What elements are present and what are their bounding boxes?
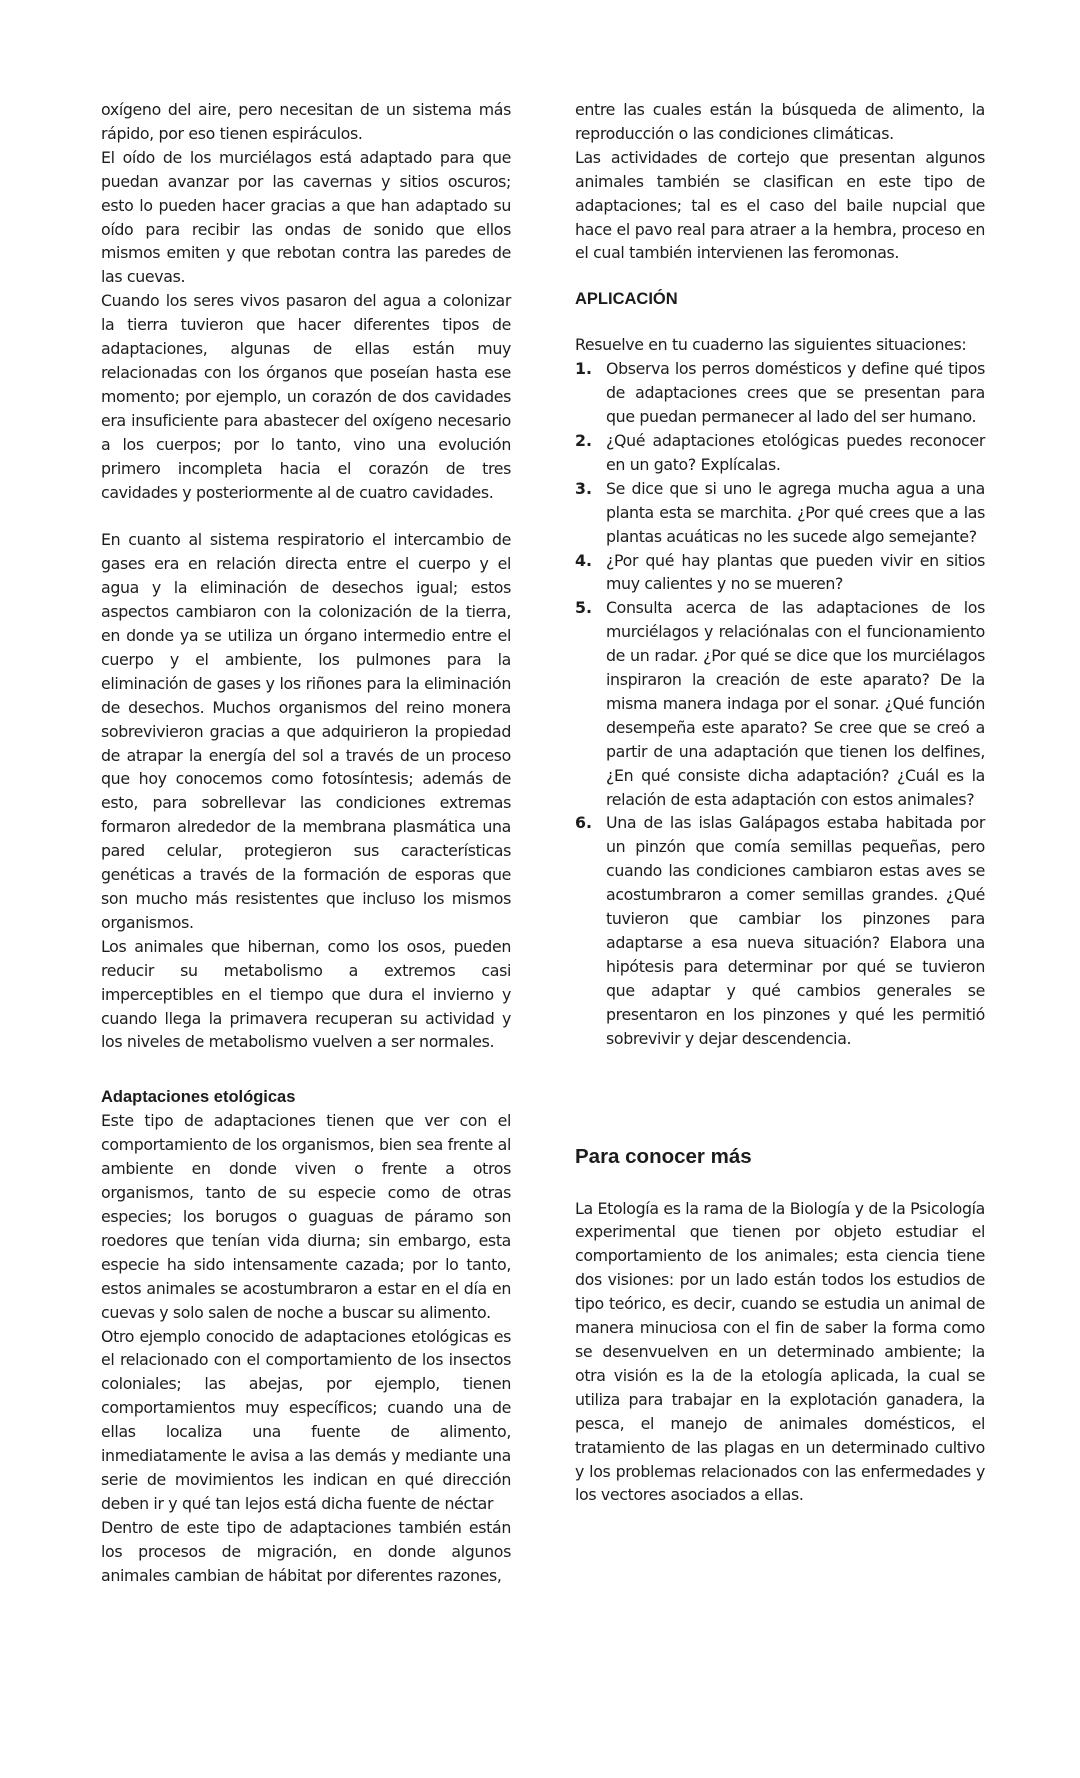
list-item [575, 477, 985, 549]
section-heading-aplicacion: APLICACIÓN [575, 290, 678, 309]
paragraph-migracion: Dentro de este tipo de adaptaciones también están los procesos de migración, en donde algunos animales cambian de hábitat por diferentes razones, [101, 1517, 511, 1585]
aplicacion-intro: Resuelve en tu cuaderno las siguientes situaciones: [575, 335, 967, 355]
task-number: 1. [575, 359, 592, 379]
task-number: 2. [575, 430, 592, 450]
task-text: Observa los perros domésticos y define qué tipos de adaptaciones crees que se presentan para que puedan permanecer al lado del ser humano. [606, 359, 985, 427]
paragraph-spacer [101, 504, 511, 528]
left-column [101, 98, 511, 1587]
task-text: ¿Qué adaptaciones etológicas puedes reconocer en un gato? Explícalas. [606, 430, 985, 474]
task-number: 6. [575, 813, 592, 833]
paragraph-continuacion: entre las cuales están la búsqueda de alimento, la reproducción o las condiciones climáticas. [575, 100, 985, 143]
task-number: 3. [575, 478, 592, 498]
paragraph-etologia: La Etología es la rama de la Biología y de la Psicología experimental que tienen por objeto estudiar el comportamiento de los animales; esta ciencia tiene dos visiones: por un lado están todos los estudios de tipo teórico, es decir, cuando se estudia un animal de manera minuciosa con el fin de saber la forma como se desenvuelven en un determinado ambiente; la otra visión es la de la etología aplicada, la cual se utiliza para trabajar en la explotación ganadera, la pesca, el manejo de animales domésticos, el tratamiento de las plagas en un determinado cultivo y los problemas relacionados con las enfermedades y los vectores asociados a ellas. [575, 1198, 985, 1505]
list-item [575, 357, 985, 429]
section-heading-para-conocer-mas: Para conocer más [575, 1144, 752, 1168]
task-number: 5. [575, 598, 592, 618]
right-column [575, 98, 985, 1507]
paragraph-etologicas-intro: Este tipo de adaptaciones tienen que ver con el comportamiento de los organismos, bien sea frente al ambiente en donde viven o frente a otros organismos, tanto de su especie como de otras especies; los borugos o guaguas de páramo son roedores que tenían vida diurna; sin embargo, esta especie ha sido intensamente cazada; por lo tanto, estos animales se acostumbraron a estar en el día en cuevas y solo salen de noche a buscar su alimento. [101, 1111, 511, 1322]
paragraph-spacer [101, 1054, 511, 1078]
task-number: 4. [575, 550, 592, 570]
section-heading-adaptaciones-etologicas: Adaptaciones etológicas [101, 1088, 296, 1107]
task-text: ¿Por qué hay plantas que pueden vivir en sitios muy calientes y no se mueren? [606, 550, 985, 594]
paragraph-spacer [575, 265, 985, 287]
paragraph-cortejo: Las actividades de cortejo que presentan algunos animales también se clasifican en este tipo de adaptaciones; tal es el caso del baile nupcial que hace el pavo real para atraer a la hembra, proceso en el cual también intervienen las feromonas. [575, 147, 985, 263]
task-list [575, 357, 985, 1050]
task-text: Consulta acerca de las adaptaciones de los murciélagos y relaciónalas con el funcionamiento de un radar. ¿Por qué se dice que los murciélagos inspiraron la creación de este aparato? De la misma manera indaga por el sonar. ¿Qué función desempeña este aparato? Se cree que se creó a partir de una adaptación que tienen los delfines, ¿En qué consiste dicha adaptación? ¿Cuál es la relación de esta adaptación con estos animales? [606, 598, 985, 809]
list-item [575, 811, 985, 1050]
paragraph-sistema-respiratorio: En cuanto al sistema respiratorio el intercambio de gases era en relación directa entre el cuerpo y el agua y la eliminación de desechos igual; estos aspectos cambiaron con la colonización de la tierra, en donde ya se utiliza un órgano intermedio entre el cuerpo y el ambiente, los pulmones para la eliminación de gases y los riñones para la eliminación de desechos. Muchos organismos del reino monera sobrevivieron gracias a que adquirieron la propiedad de atrapar la energía del sol a través de un proceso que hoy conocemos como fotosíntesis; además de esto, para sobrellevar las condiciones extremas formaron alrededor de la membrana plasmática una pared celular, protegieron sus características genéticas a través de la formación de esporas que son mucho más resistentes que incluso los mismos organismos. [101, 530, 511, 932]
paragraph-insectos-coloniales: Otro ejemplo conocido de adaptaciones etológicas es el relacionado con el comportamiento de los insectos coloniales; las abejas, por ejemplo, tienen comportamientos muy específicos; cuando una de ellas localiza una fuente de alimento, inmediatamente le avisa a las demás y mediante una serie de movimientos les indican en qué dirección deben ir y qué tan lejos está dicha fuente de néctar [101, 1326, 511, 1513]
paragraph-colonizar-tierra: Cuando los seres vivos pasaron del agua a colonizar la tierra tuvieron que hacer diferentes tipos de adaptaciones, algunas de ellas están muy relacionadas con los órganos que poseían hasta ese momento; por ejemplo, un corazón de dos cavidades era insuficiente para abastecer del oxígeno necesario a los cuerpos; por lo tanto, vino una evolución primero incompleta hacia el corazón de tres cavidades y posteriormente al de cuatro cavidades. [101, 291, 511, 502]
paragraph-murcielagos-oido: El oído de los murciélagos está adaptado para que puedan avanzar por las cavernas y sitios oscuros; esto lo pueden hacer gracias a que han adaptado su oído para recibir las ondas de sonido que ellos mismos emiten y que rebotan contra las paredes de las cuevas. [101, 147, 511, 287]
list-item [575, 596, 985, 811]
section-spacer [575, 1051, 985, 1143]
task-text: Se dice que si uno le agrega mucha agua a una planta esta se marchita. ¿Por qué crees que a las plantas acuáticas no les sucede algo semejante? [606, 478, 985, 546]
list-item [575, 549, 985, 597]
task-text: Una de las islas Galápagos estaba habitada por un pinzón que comía semillas pequeñas, pero cuando las condiciones cambiaron estas aves se acostumbraron a comer semillas grandes. ¿Qué tuvieron que cambiar los pinzones para adaptarse a esa nueva situación? Elabora una hipótesis para determinar por qué se tuvieron que adaptar y qué cambios generales se presentaron en los pinzones y qué les permitió sobrevivir y dejar descendencia. [606, 813, 985, 1048]
paragraph-espiraculos: oxígeno del aire, pero necesitan de un sistema más rápido, por eso tienen espiráculos. [101, 100, 511, 143]
paragraph-spacer [575, 311, 985, 333]
list-item [575, 429, 985, 477]
paragraph-spacer [575, 1171, 985, 1197]
paragraph-hibernacion: Los animales que hibernan, como los osos, pueden reducir su metabolismo a extremos casi imperceptibles en el tiempo que dura el invierno y cuando llega la primavera recuperan su actividad y los niveles de metabolismo vuelven a ser normales. [101, 936, 511, 1052]
